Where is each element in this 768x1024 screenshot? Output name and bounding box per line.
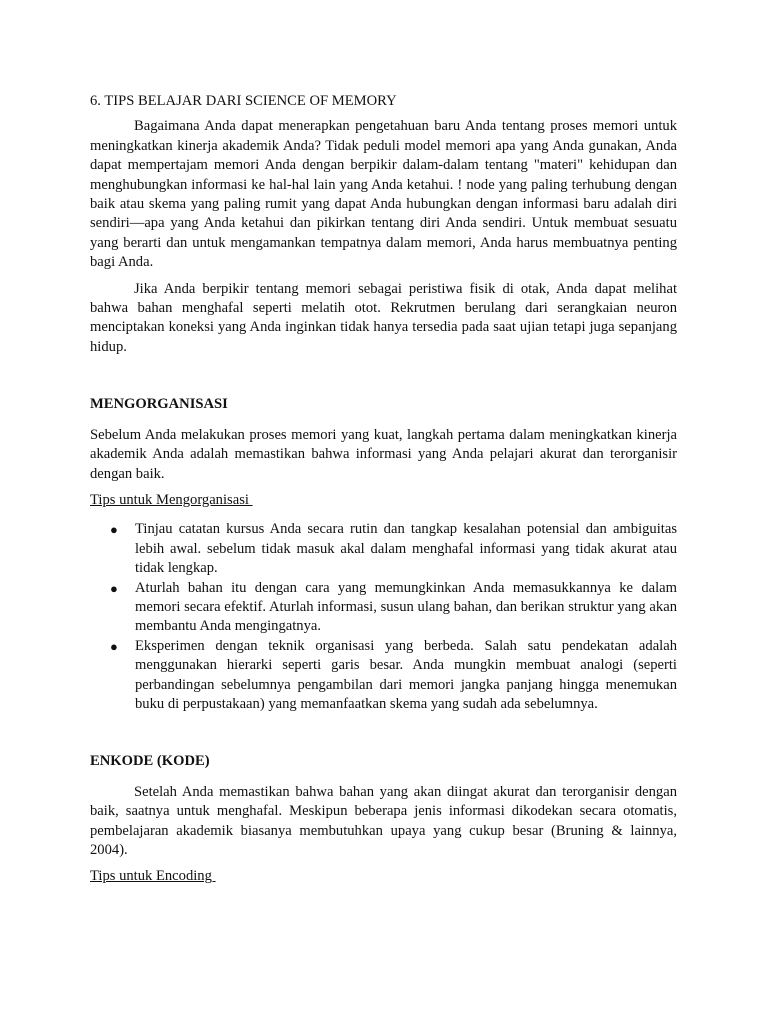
list-item <box>90 579 677 637</box>
list-item <box>90 520 677 578</box>
intro-paragraph-1: Bagaimana Anda dapat menerapkan pengetahuan baru Anda tentang proses memori untuk meningkatkan kinerja akademik Anda? Tidak peduli model memori apa yang Anda gunakan, Anda dapat mempertajam memori Anda dengan berpikir dalam-dalam tentang "materi" kehidupan dan menghubungkan informasi ke hal-hal lain yang Anda ketahui. ! node yang paling terhubung dengan baik atau skema yang paling rumit yang dapat Anda hubungkan dengan informasi baru adalah diri sendiri—apa yang Anda ketahui dan pikirkan tentang diri Anda sendiri. Untuk membuat sesuatu yang berarti dan untuk mengamankan tempatnya dalam memori, Anda harus membuatnya penting bagi Anda. <box>90 118 677 271</box>
list-item-text: Aturlah bahan itu dengan cara yang memungkinkan Anda memasukkannya ke dalam memori secara efektif. Aturlah informasi, susun ulang bahan, dan berikan struktur yang akan membantu Anda mengingatnya. <box>135 579 677 635</box>
bullet-icon: ● <box>110 580 118 596</box>
heading-enkode: ENKODE (KODE) <box>90 753 210 770</box>
list-item <box>90 637 677 715</box>
heading-mengorganisasi: MENGORGANISASI <box>90 396 228 413</box>
bullet-icon: ● <box>110 522 118 538</box>
section-title: 6. TIPS BELAJAR DARI SCIENCE OF MEMORY <box>90 93 397 109</box>
list-item-text: Tinjau catatan kursus Anda secara rutin dan tangkap kesalahan potensial dan ambiguitas lebih awal. sebelum tidak masuk akal dalam menghafal informasi yang tidak akurat atau tidak lengkap. <box>135 521 677 577</box>
intro-paragraph-2: Jika Anda berpikir tentang memori sebagai peristiwa fisik di otak, Anda dapat melihat bahwa bahan menghafal seperti melatih otot. Rekrutmen berulang dari serangkaian neuron menciptakan koneksi yang Anda inginkan tidak hanya tersedia pada saat ujian tetapi juga sepanjang hidup. <box>90 280 677 355</box>
tips-encoding-heading: Tips untuk Encoding <box>90 868 216 885</box>
encode-paragraph: Setelah Anda memastikan bahwa bahan yang akan diingat akurat dan terorganisir dengan baik, saatnya untuk menghafal. Meskipun beberapa jenis informasi dikodekan secara otomatis, pembelajaran akademik biasanya membutuhkan upaya yang cukup besar (Bruning & lainnya, 2004). <box>90 783 677 858</box>
organize-paragraph: Sebelum Anda melakukan proses memori yang kuat, langkah pertama dalam meningkatkan kinerja akademik Anda adalah memastikan bahwa informasi yang Anda pelajari akurat dan terorganisir dengan baik. <box>90 426 677 482</box>
document-body <box>90 92 677 894</box>
bullet-icon: ● <box>110 638 118 654</box>
list-item-text: Eksperimen dengan teknik organisasi yang berbeda. Salah satu pendekatan adalah menggunakan hierarki seperti garis besar. Anda mungkin membuat analogi (seperti perbandingan sebelumnya pengambilan dari memori jangka panjang hingga menemukan buku di perpustakaan) yang memanfaatkan skema yang sudah ada sebelumnya. <box>135 637 677 712</box>
tips-mengorganisasi-heading: Tips untuk Mengorganisasi <box>90 491 253 508</box>
tips-list <box>90 520 677 714</box>
